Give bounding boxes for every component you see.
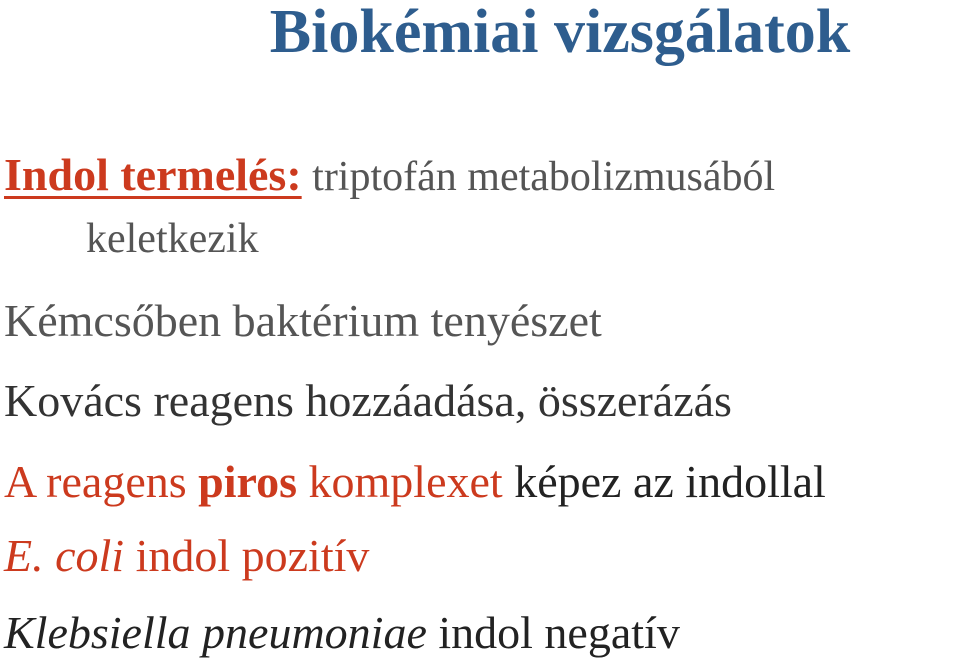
text-ecoli: E. coli [4, 530, 125, 581]
text-red: piros [198, 456, 298, 507]
bullet-test-tube: Kémcsőben baktérium tenyészet [4, 295, 602, 346]
text-klebsiella: Klebsiella pneumoniae [4, 607, 427, 658]
text-forms-with-indol: képez az indollal [514, 456, 826, 507]
text-indol-positive: indol pozitív [124, 530, 370, 581]
bullet-kovacs-reagent: Kovács reagens hozzáadása, összerázás [4, 375, 732, 426]
desc-tryptophan: triptofán metabolizmusából [301, 154, 776, 200]
bullet-indol-production [4, 148, 775, 204]
bullet-klebsiella [4, 606, 680, 660]
text-indol-negative: indol negatív [426, 607, 680, 658]
bullet-ecoli [4, 529, 369, 583]
term-indol-production: Indol termelés: [4, 149, 302, 200]
bullet-red-complex [4, 455, 826, 509]
bullet-indol-production-cont: keletkezik [86, 216, 259, 262]
text-complex: komplexet [297, 456, 515, 507]
text-reagent: A reagens [4, 456, 199, 507]
slide-title: Biokémiai vizsgálatok [269, 0, 851, 66]
